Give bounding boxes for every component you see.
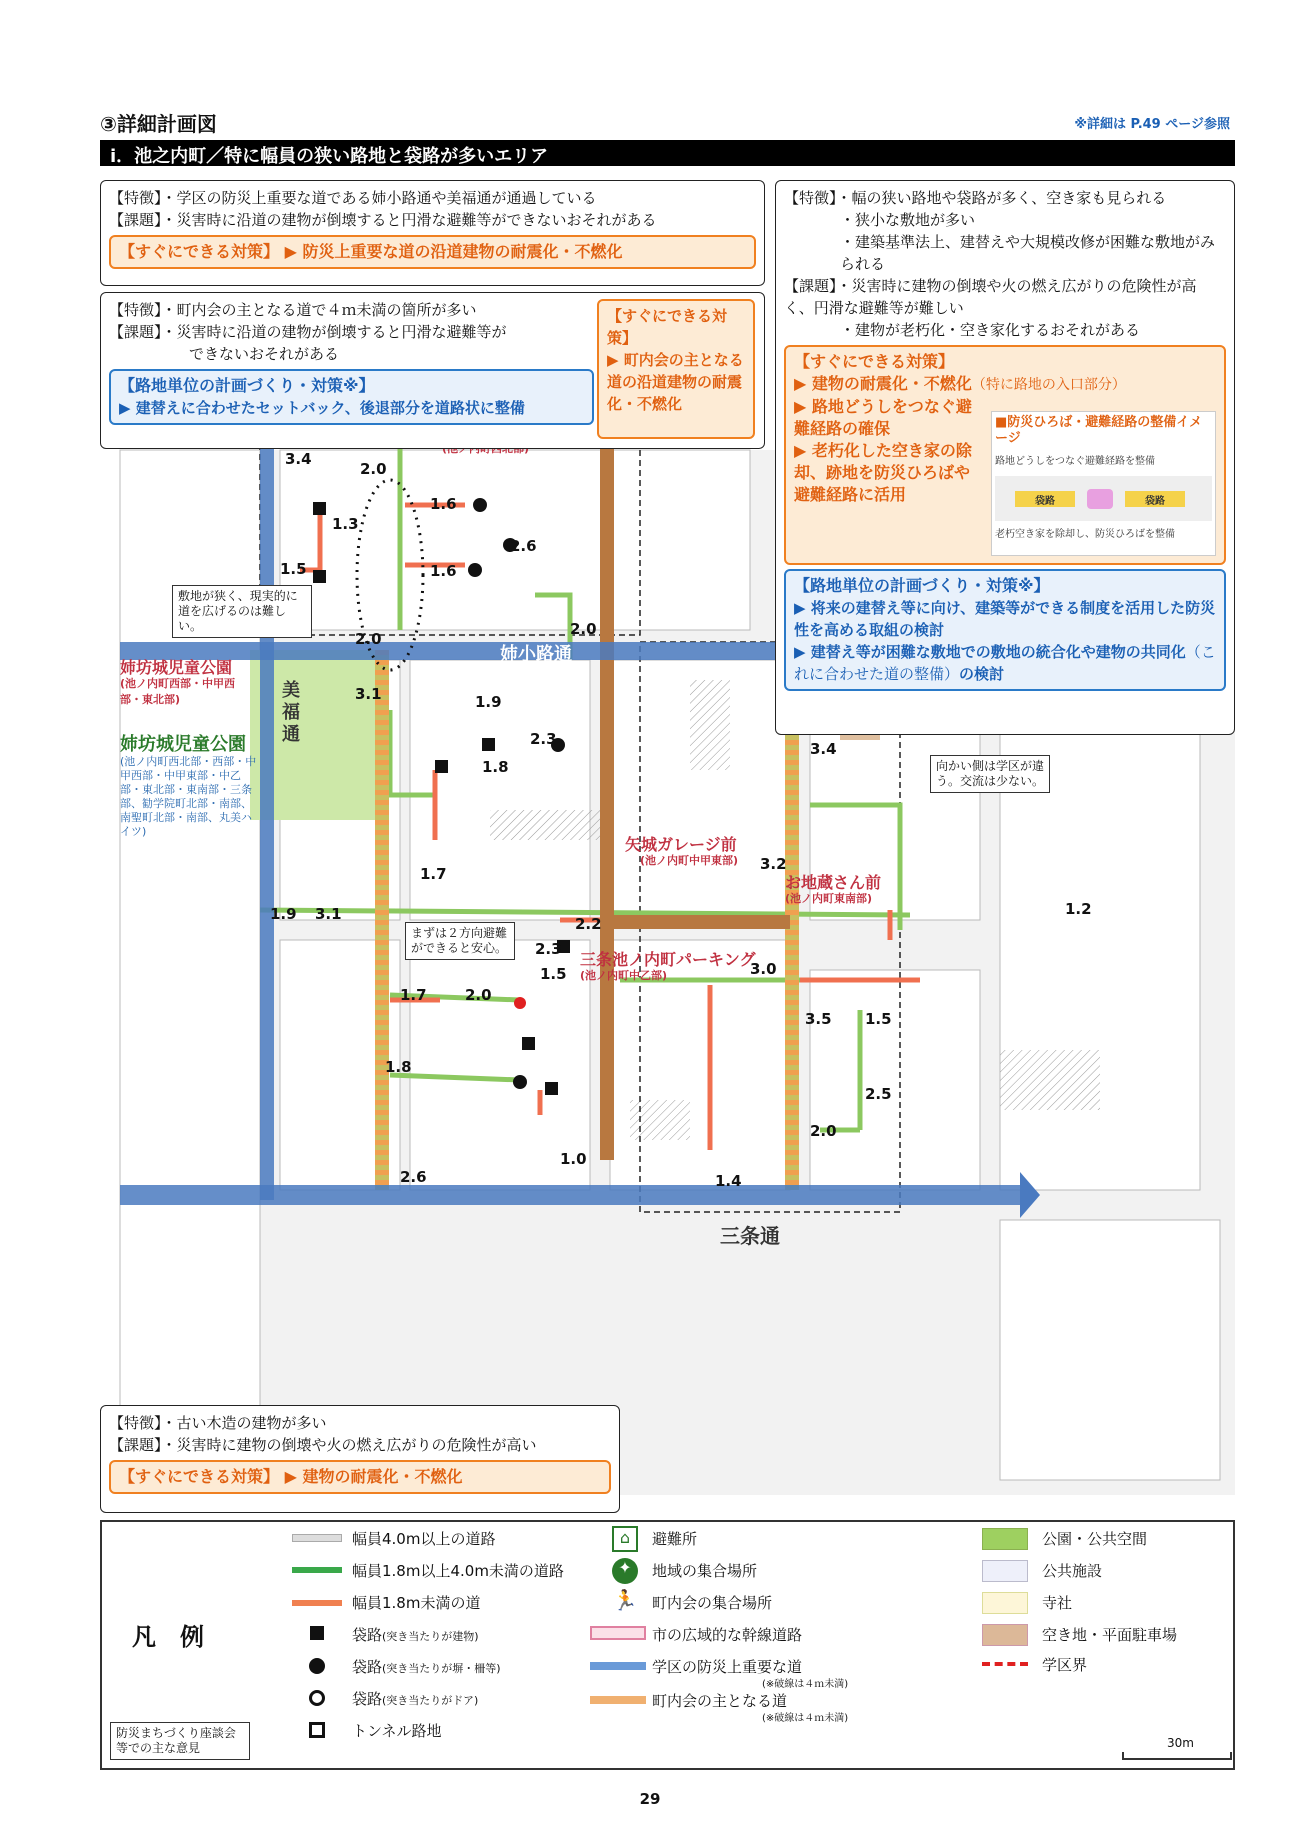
feature-box-mid-left [100,292,765,449]
action-item: ▶ 路地どうしをつなぐ避難経路の確保 [794,397,972,438]
legend-label: 空き地・平面駐車場 [1042,1626,1178,1644]
comment-note: 敷地が狭く、現実的に道を広げるのは難しい。 [172,585,312,638]
shelter-icon: ⌂ [612,1526,638,1552]
action-item: ▶ 老朽化した空き家の除却、跡地を防災ひろばや避難経路に活用 [794,441,972,504]
hatched-facility-2 [690,680,730,770]
width-label: 2.5 [865,1085,892,1103]
legend-label: 公共施設 [1042,1562,1103,1580]
feature-text: 【特徴】・町内会の主となる道で４ｍ未満の箇所が多い [109,301,477,319]
gathering-place-icon: ✦ [612,1558,638,1584]
diagram-connector [1087,489,1113,509]
image-diagram [995,476,1212,521]
bifuku-road [260,410,274,1200]
plan-item: ▶ 建替え等が困難な敷地での敷地の統合化や建物の共同化 [794,643,1186,661]
comment-note: 向かい側は学区が違う。交流は少ない。 [930,755,1050,793]
width-label: 2.6 [510,537,537,555]
feature-text: 【特徴】・古い木造の建物が多い [109,1414,327,1432]
place-parking: 三条池ノ内町パーキング [580,950,756,969]
place-jizo: お地蔵さん前 [785,873,882,892]
legend-label: 幅員1.8m以上4.0m未満の道路 [352,1562,564,1580]
legend-label: 袋路 [352,1626,383,1644]
width-label: 1.7 [420,865,447,883]
action-item: ▶ 町内会の主となる道の沿道建物の耐震化・不燃化 [607,351,744,413]
legend-label: トンネル路地 [352,1722,442,1740]
image-title: ■防災ひろば・避難経路の整備イメージ [995,415,1203,446]
legend-culdesac-wall-icon [309,1658,325,1674]
width-label: 1.6 [430,562,457,580]
issue-text: 【課題】・災害時に建物の倒壊や火の燃え広がりの危険性が高く、円滑な避難等が難しい [784,277,1197,317]
plan-item-end: の検討 [959,665,1005,683]
diagram-road-left: 袋路 [1015,491,1075,507]
width-label: 3.5 [805,1010,832,1028]
legend-sublabel: (突き当たりが塀・柵等) [382,1662,501,1675]
place-parking-sub: (池ノ内町中乙部) [580,969,668,982]
width-label: 2.0 [570,620,597,638]
main-road-brown-h [610,915,790,929]
plan-box [109,369,594,425]
width-label: 3.1 [315,905,342,923]
section-title: ③詳細計画図 [100,112,217,136]
width-label: 2.6 [400,1168,427,1186]
note-pin [514,997,526,1009]
width-label: 1.0 [560,1150,587,1168]
legend-label: 幅員1.8m未満の道 [352,1594,481,1612]
legend-sublabel: (突き当たりがドア) [382,1694,479,1707]
legend-swatch-city-road [590,1626,646,1640]
page-number: 29 [639,1790,661,1808]
place-park2: 姉坊城児童公園 [120,734,246,755]
legend-label: 袋路 [352,1658,383,1676]
legend-swatch-temple [982,1592,1028,1614]
image-caption: 老朽空き家を除却し、防災ひろばを整備 [995,529,1175,540]
width-label: 1.7 [400,986,427,1004]
width-label: 1.5 [280,560,307,578]
legend-swatch-road-narrow [292,1600,342,1606]
plan-title: 【路地単位の計画づくり・対策※】 [794,576,1050,595]
width-label: 2.3 [530,730,557,748]
issue-text: 【課題】・災害時に沿道の建物が倒壊すると円滑な避難等ができないおそれがある [109,211,657,229]
legend-swatch-road-mid [292,1567,342,1573]
plan-item: ▶ 将来の建替え等に向け、建築等ができる制度を活用した防災性を高める取組の検討 [794,599,1216,639]
legend-sublabel: (※破線は４ｍ未満) [762,1713,849,1724]
road-name-sanjo: 三条通 [720,1224,780,1248]
legend-label: 学区の防災上重要な道 [652,1658,803,1676]
feature-text: 【特徴】・学区の防災上重要な道である姉小路通や美福通が通過している [109,189,597,207]
legend-swatch-park [982,1528,1028,1550]
width-label: 1.5 [540,965,567,983]
action-title: 【すぐにできる対策】 [794,352,955,371]
action-item-note: （特に路地の入口部分） [971,377,1126,393]
width-label: 2.2 [575,915,602,933]
legend-swatch-boundary [982,1662,1028,1666]
hatched-facility-3 [630,1100,690,1140]
width-label: 2.0 [360,460,387,478]
plan-item-note: （これに合わせた道の整備） [794,643,1216,683]
width-label: 1.4 [715,1172,742,1190]
place-park1: 姉坊城児童公園 [120,658,233,677]
image-panel [991,411,1216,556]
legend-label: 公園・公共空間 [1042,1530,1148,1548]
width-label: 3.4 [810,740,837,758]
feature-box-right [775,180,1235,735]
feature-box-bottom [100,1405,620,1513]
road-name-anekoji: 姉小路通 [500,644,572,665]
legend-label: 寺社 [1042,1594,1073,1612]
feature-box-top-left [100,180,765,286]
action-box: 【すぐにできる対策】 ▶ 建物の耐震化・不燃化 [109,1460,611,1494]
legend-sublabel: (突き当たりが建物) [382,1630,479,1643]
width-label: 1.9 [270,905,297,923]
feature-item: ・狭小な敷地が多い [840,211,976,229]
action-box: 【すぐにできる対策】 ▶ 防災上重要な道の沿道建物の耐震化・不燃化 [109,235,756,269]
diagram-road-right: 袋路 [1125,491,1185,507]
legend-swatch-vacant [982,1624,1028,1646]
width-label: 2.3 [535,940,562,958]
chonaikai-gathering-icon: 🏃 [612,1588,638,1612]
legend-swatch-important-road [590,1662,646,1670]
action-item: ▶ 建物の耐震化・不燃化 [794,374,972,393]
legend-label: 地域の集合場所 [652,1562,758,1580]
issue-text: 【課題】・災害時に沿道の建物が倒壊すると円滑な避難等が [109,323,507,341]
issue-item: ・建物が老朽化・空き家化するおそれがある [840,321,1141,339]
legend-label: 幅員4.0m以上の道路 [352,1530,496,1548]
hatched-facility-4 [1000,1050,1100,1110]
area-title-bar: ⅰ．池之内町／特に幅員の狭い路地と袋路が多いエリア [100,140,1235,166]
width-label: 3.1 [355,685,382,703]
plan-title: 【路地単位の計画づくり・対策※】 [119,376,375,395]
legend-swatch-road-wide [292,1534,342,1542]
legend-label: 町内会の集合場所 [652,1594,773,1612]
width-label: 1.8 [482,758,509,776]
place-yashiro-sub: (池ノ内町中甲東部) [640,854,739,867]
legend-label: 学区界 [1042,1656,1088,1674]
place-yashiro-garage: 矢城ガレージ前 [625,835,737,854]
sanjo-road [120,1185,1020,1205]
feature-text: 【特徴】・幅の狭い路地や袋路が多く、空き家も見られる [784,189,1167,207]
width-label: 1.5 [865,1010,892,1028]
width-label: 1.2 [1065,900,1092,918]
width-label: 2.0 [810,1122,837,1140]
issue-text-cont: できないおそれがある [189,345,340,363]
feature-item: ・建築基準法上、建替えや大規模改修が困難な敷地がみられる [840,233,1216,273]
page-reference: ※詳細は P.49 ページ参照 [1074,117,1230,132]
legend-label: 町内会の主となる道 [652,1692,788,1710]
chonaikai-road-west [375,650,389,1190]
width-label: 1.9 [475,693,502,711]
issue-text: 【課題】・災害時に建物の倒壊や火の燃え広がりの危険性が高い [109,1436,537,1454]
action-box-small [597,299,755,439]
legend-label: 袋路 [352,1690,383,1708]
action-title: 【すぐにできる対策】 [607,307,728,347]
width-label: 1.8 [385,1058,412,1076]
legend-corner-note: 防災まちづくり座談会等での主な意見 [110,1722,250,1760]
place-jizo-sub: (池ノ内町東南部) [785,892,873,905]
place-park2-sub: (池ノ内町西北部・西部・中甲西部・中甲東部・中乙部・東北部・東南部・三条部、勧学院町北部・南部、南聖町北部・南部、丸美ハイツ) [120,755,257,838]
width-label: 2.0 [465,986,492,1004]
main-road-brown [600,420,614,1160]
comment-note: まずは２方向避難ができると安心。 [405,922,515,960]
scale-label: 30m [1167,1736,1194,1750]
legend-swatch-chonaikai-road [590,1696,646,1704]
legend [100,1520,1235,1770]
width-label: 1.3 [332,515,359,533]
width-label: 1.6 [430,495,457,513]
legend-label: 避難所 [652,1530,698,1548]
action-box [784,345,1226,565]
plan-item: ▶ 建替えに合わせたセットバック、後退部分を道路状に整備 [119,399,525,417]
width-label: 2.0 [355,630,382,648]
place-park1-sub: (池ノ内町西部・中甲西部・東北部) [120,677,236,706]
legend-culdesac-building-icon [310,1626,324,1640]
road-name-bifuku: 美福通 [282,680,300,745]
hatched-facility [490,810,610,840]
width-label: 3.0 [750,960,777,978]
plan-box [784,569,1226,691]
width-label: 3.4 [285,450,312,468]
legend-sublabel: (※破線は４ｍ未満) [762,1679,849,1690]
legend-culdesac-door-icon [309,1690,325,1706]
image-caption: 路地どうしをつなぐ避難経路を整備 [995,456,1155,467]
legend-tunnel-icon [309,1722,325,1738]
legend-label: 市の広域的な幹線道路 [652,1626,803,1644]
scale-bar [1122,1752,1232,1760]
legend-title: 凡 例 [132,1623,204,1651]
width-label: 3.2 [760,855,787,873]
legend-swatch-public [982,1560,1028,1582]
